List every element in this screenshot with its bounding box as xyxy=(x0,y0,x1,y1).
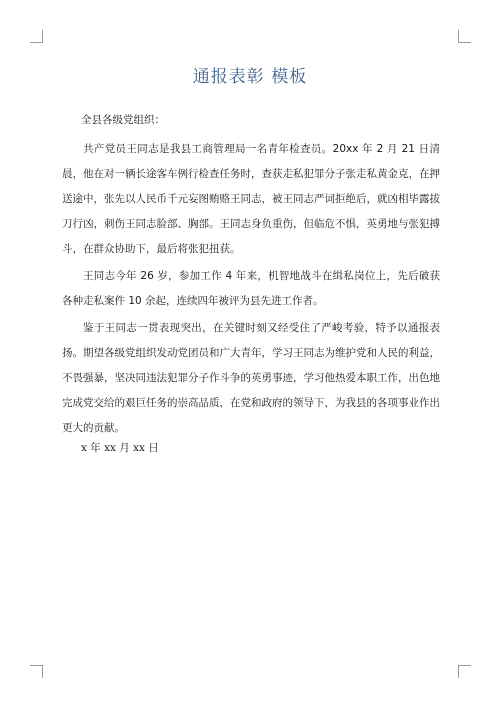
paragraph-1: 共产党员王同志是我县工商管理局一名青年检查员。20xx 年 2 月 21 日清晨，他在对一辆长途客车例行检查任务时，查获走私犯罪分子张走私黄金克，在押送途中，张先以人民币千元妄图贿赂王同志，被王同志严词拒绝后，就凶相毕露拔刀行凶，刺伤王同志脸部、胸部。王同志身负重伤，但临危不惧，英勇地与张犯搏斗，在群众协助下，最后将张犯扭获。 xyxy=(62,143,440,255)
paragraph-2: 王同志今年 26 岁，参加工作 4 年来，机智地战斗在缉私岗位上，先后破获各种走私案件 10 余起，连续四年被评为县先进工作者。 xyxy=(62,270,440,307)
document-date: x 年 xx 月 xx 日 xyxy=(81,442,159,454)
crop-mark-top-right xyxy=(458,30,471,43)
crop-mark-top-left xyxy=(30,30,43,43)
salutation: 全县各级党组织： xyxy=(81,114,165,126)
document-title: 通报表彰 模板 xyxy=(192,67,308,87)
paragraph-3: 鉴于王同志一贯表现突出，在关键时刻又经受住了严峻考验，特予以通报表扬。期望各级党组织发动党团员和广大青年，学习王同志为维护党和人民的利益，不畏强暴，坚决同违法犯罪分子作斗争的英勇事迹，学习他热爱本职工作，出色地完成党交给的艰巨任务的崇高品质，在党和政府的领导下，为我县的各项事业作出更大的贡献。 xyxy=(62,322,440,434)
crop-mark-bottom-right xyxy=(458,665,471,678)
document-body xyxy=(62,137,440,443)
crop-mark-bottom-left xyxy=(30,665,43,678)
